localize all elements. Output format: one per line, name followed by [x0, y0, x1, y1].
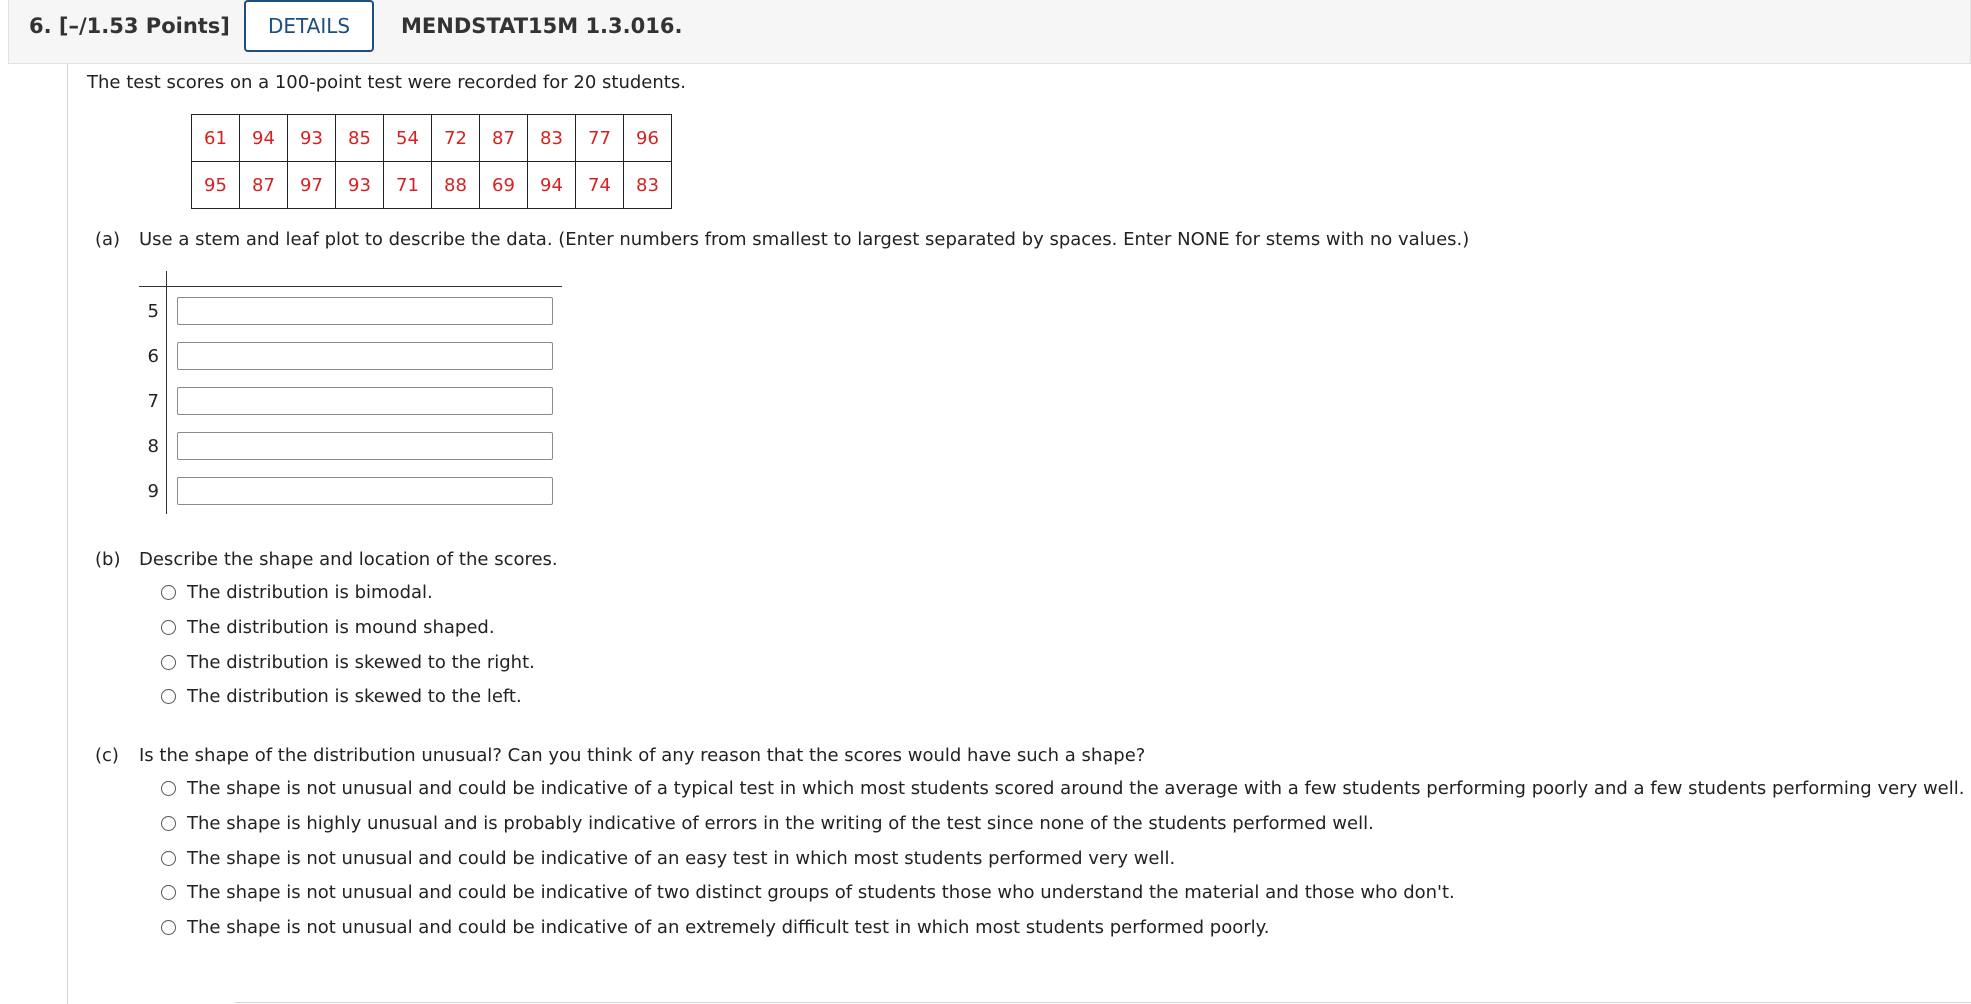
question-header: [8, 0, 1971, 64]
part-a-question: Use a stem and leaf plot to describe the data. (Enter numbers from smallest to largest separated by spaces. Enter NONE for stems with no values.): [139, 229, 1470, 250]
option-label[interactable]: The shape is highly unusual and is probably indicative of errors in the writing of the test since none of the students performed well.: [187, 813, 1374, 834]
scores-table: [191, 114, 672, 209]
stem-row-5: [139, 297, 559, 327]
option-label[interactable]: The shape is not unusual and could be indicative of a typical test in which most students scored around the average with a few students performing poorly and a few students performing very well.: [187, 778, 1965, 799]
part-a-label: (a): [95, 229, 121, 250]
question-code: MENDSTAT15M 1.3.016.: [401, 14, 683, 38]
question-bottom-border: [235, 1002, 1971, 1003]
radio-button[interactable]: [161, 920, 176, 935]
score-cell: 83: [624, 162, 672, 209]
score-cell: 74: [576, 162, 624, 209]
score-cell: 77: [576, 115, 624, 162]
score-cell: 54: [384, 115, 432, 162]
leaf-input-5[interactable]: [177, 297, 553, 325]
question-title: [29, 14, 230, 38]
option-label[interactable]: The distribution is skewed to the left.: [187, 686, 522, 707]
leaf-input-9[interactable]: [177, 477, 553, 505]
stem-row-7: [139, 387, 559, 417]
leaf-input-7[interactable]: [177, 387, 553, 415]
scores-row: [192, 115, 672, 162]
stem-label: 7: [147, 391, 159, 412]
score-cell: 96: [624, 115, 672, 162]
score-cell: 87: [240, 162, 288, 209]
question-intro: The test scores on a 100-point test were recorded for 20 students.: [87, 72, 686, 93]
stem-label: 8: [147, 436, 159, 457]
score-cell: 61: [192, 115, 240, 162]
score-cell: 95: [192, 162, 240, 209]
stem-row-9: [139, 477, 559, 507]
score-cell: 85: [336, 115, 384, 162]
stem-row-6: [139, 342, 559, 372]
score-cell: 94: [240, 115, 288, 162]
radio-button[interactable]: [161, 689, 176, 704]
radio-button[interactable]: [161, 781, 176, 796]
radio-button[interactable]: [161, 816, 176, 831]
option-label[interactable]: The shape is not unusual and could be indicative of an extremely difficult test in which most students performed poorly.: [187, 917, 1270, 938]
stem-label: 6: [147, 346, 159, 367]
part-c-label: (c): [95, 745, 119, 766]
radio-button[interactable]: [161, 885, 176, 900]
option-label[interactable]: The shape is not unusual and could be indicative of two distinct groups of students those who understand the material and those who don't.: [187, 882, 1455, 903]
stem-row-8: [139, 432, 559, 462]
score-cell: 88: [432, 162, 480, 209]
score-cell: 94: [528, 162, 576, 209]
score-cell: 87: [480, 115, 528, 162]
score-cell: 72: [432, 115, 480, 162]
option-label[interactable]: The distribution is bimodal.: [187, 582, 433, 603]
leaf-input-6[interactable]: [177, 342, 553, 370]
question-points: [–/1.53 Points]: [58, 14, 230, 38]
score-cell: 71: [384, 162, 432, 209]
score-cell: 97: [288, 162, 336, 209]
score-cell: 69: [480, 162, 528, 209]
stem-label: 5: [147, 301, 159, 322]
part-b-label: (b): [95, 549, 121, 570]
score-cell: 93: [288, 115, 336, 162]
option-label[interactable]: The distribution is skewed to the right.: [187, 652, 535, 673]
details-button[interactable]: DETAILS: [244, 0, 374, 52]
option-label[interactable]: The shape is not unusual and could be indicative of an easy test in which most students performed very well.: [187, 848, 1176, 869]
leaf-input-8[interactable]: [177, 432, 553, 460]
part-c-question: Is the shape of the distribution unusual? Can you think of any reason that the scores would have such a shape?: [139, 745, 1146, 766]
radio-button[interactable]: [161, 851, 176, 866]
score-cell: 83: [528, 115, 576, 162]
part-b-question: Describe the shape and location of the scores.: [139, 549, 558, 570]
score-cell: 93: [336, 162, 384, 209]
radio-button[interactable]: [161, 655, 176, 670]
option-label[interactable]: The distribution is mound shaped.: [187, 617, 495, 638]
radio-button[interactable]: [161, 585, 176, 600]
stem-leaf-top-line: [139, 286, 562, 287]
question-number: 6.: [29, 14, 52, 38]
question-left-border: [67, 64, 68, 1004]
scores-row: [192, 162, 672, 209]
stem-label: 9: [147, 481, 159, 502]
radio-button[interactable]: [161, 620, 176, 635]
